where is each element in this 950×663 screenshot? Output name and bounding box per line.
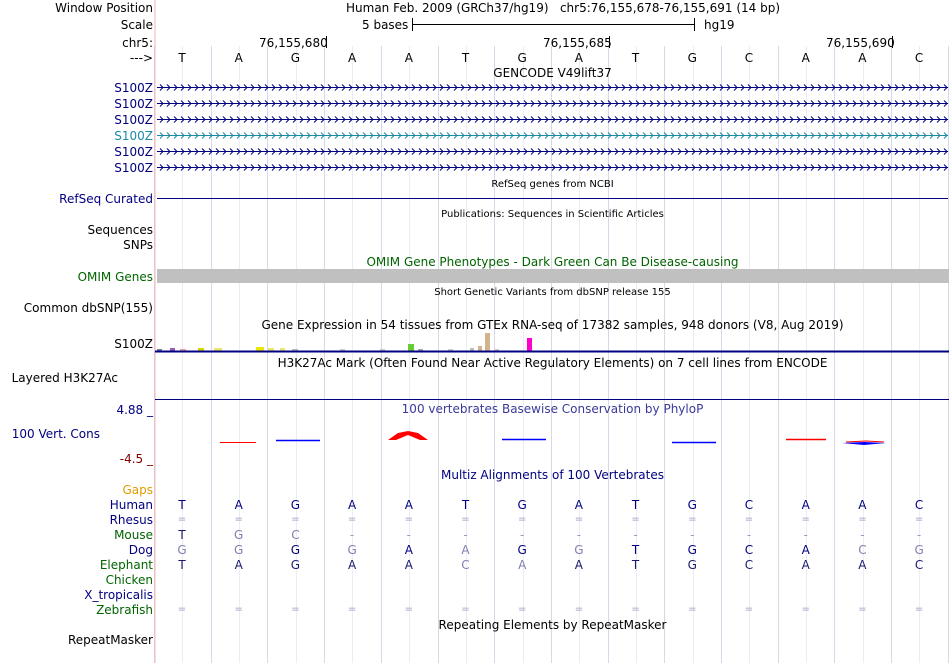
alignment-base: = (914, 514, 924, 525)
base-grid-lines (155, 46, 949, 663)
h3k27ac-label[interactable]: Layered H3K27Ac (11, 371, 118, 385)
species-label-elephant[interactable]: Elephant (99, 558, 153, 572)
alignment-base: = (801, 604, 810, 615)
alignment-base: T (461, 498, 470, 512)
alignment-base: G (517, 543, 527, 557)
alignment-base: = (291, 514, 300, 525)
base-4: A (347, 51, 357, 65)
gencode-gene-label-3[interactable]: S100Z (114, 113, 153, 127)
alignment-base: T (178, 558, 186, 572)
alignment-base: A (404, 558, 413, 572)
alignment-base: T (178, 528, 186, 542)
alignment-base: A (858, 558, 867, 572)
scale-label: Scale (120, 18, 153, 32)
alignment-base: G (914, 543, 924, 557)
assembly-title: Human Feb. 2009 (GRCh37/hg19) chr5:76,155,678-76,155,691 (14 bp) (346, 1, 781, 15)
alignment-base: A (801, 498, 810, 512)
alignment-base: - (803, 528, 808, 542)
dbsnp-label[interactable]: Common dbSNP(155) (23, 301, 153, 315)
alignment-base: G (290, 498, 301, 512)
alignment-base: A (404, 498, 413, 512)
base-2: A (234, 51, 243, 65)
base-3: G (290, 51, 301, 65)
base-6: T (461, 51, 470, 65)
species-label-dog[interactable]: Dog (128, 543, 153, 557)
base-11: C (744, 51, 754, 65)
alignment-base: C (291, 528, 300, 542)
refseq-label[interactable]: RefSeq Curated (59, 192, 153, 206)
base-13: A (858, 51, 867, 65)
h3k27ac-title[interactable]: H3K27Ac Mark (Often Found Near Active Regulatory Elements) on 7 cell lines from ENCODE (277, 356, 828, 370)
species-label-rhesus[interactable]: Rhesus (109, 513, 153, 527)
alignment-base: - (520, 528, 525, 542)
alignment-base: - (406, 528, 411, 542)
alignment-base: T (631, 558, 640, 572)
alignment-base: T (631, 498, 640, 512)
window-position-label: Window Position (55, 1, 153, 15)
alignment-base: = (517, 514, 527, 525)
alignment-base: G (687, 558, 697, 572)
alignment-base: G (517, 498, 527, 512)
alignment-base: - (633, 528, 638, 542)
alignment-base: C (461, 558, 470, 572)
alignment-base: - (860, 528, 865, 542)
omim-label[interactable]: OMIM Genes (77, 270, 153, 284)
alignment-base: G (177, 543, 187, 557)
alignment-base: = (291, 604, 300, 615)
alignment-base: T (631, 543, 640, 557)
gencode-transcripts[interactable] (157, 85, 948, 171)
gtex-label[interactable]: S100Z (114, 337, 153, 351)
alignment-base: = (858, 604, 867, 615)
gtex-title[interactable]: Gene Expression in 54 tissues from GTEx RNA-seq of 17382 samples, 948 donors (V8, Aug 2019) (261, 318, 844, 332)
gencode-transcript-6[interactable] (157, 165, 948, 171)
publications-title[interactable]: Publications: Sequences in Scientific Articles (441, 209, 664, 220)
alignment-base: = (801, 514, 810, 525)
alignment-base: = (347, 604, 357, 615)
gencode-transcript-1[interactable] (157, 85, 948, 91)
alignment-base: A (858, 498, 867, 512)
alignment-base: = (574, 604, 584, 615)
alignment-base: G (234, 543, 244, 557)
base-7: G (517, 51, 527, 65)
alignment-base: G (687, 498, 697, 512)
base-5: A (404, 51, 413, 65)
repeatmasker-title[interactable]: Repeating Elements by RepeatMasker (438, 618, 667, 632)
coord-1: 76,155,680 (259, 36, 328, 50)
chrom-label: chr5: (122, 36, 153, 50)
alignment-base: G (234, 528, 244, 542)
species-label-chicken[interactable]: Chicken (105, 573, 153, 587)
gencode-gene-label-1[interactable]: S100Z (114, 81, 153, 95)
phylop-title[interactable]: 100 vertebrates Basewise Conservation by PhyloP (401, 402, 704, 416)
alignment-base: G (574, 543, 584, 557)
alignment-base: A (801, 543, 810, 557)
alignment-base: G (290, 543, 301, 557)
alignment-base: A (234, 498, 243, 512)
gencode-transcript-3[interactable] (157, 117, 948, 123)
alignment-base: A (801, 558, 810, 572)
alignment-base: A (347, 498, 357, 512)
alignment-base: = (234, 604, 243, 615)
alignment-base: C (744, 543, 754, 557)
alignment-base: = (688, 514, 697, 525)
phylop-min: -4.5 _ (119, 452, 153, 466)
alignment-base: = (347, 514, 357, 525)
gencode-gene-label-5[interactable]: S100Z (114, 145, 153, 159)
alignment-base: C (744, 558, 754, 572)
base-12: A (801, 51, 810, 65)
gaps-label[interactable]: Gaps (122, 483, 153, 497)
alignment-base: G (290, 558, 301, 572)
omim-title[interactable]: OMIM Gene Phenotypes - Dark Green Can Be Disease-causing (366, 255, 739, 269)
alignment-base: = (461, 604, 470, 615)
gencode-gene-label-6[interactable]: S100Z (114, 161, 153, 175)
gencode-title[interactable]: GENCODE V49lift37 (493, 66, 612, 80)
alignment-base: = (744, 604, 754, 615)
alignment-base: = (631, 514, 640, 525)
coord-3: 76,155,690 (826, 36, 895, 50)
alignment-base: C (744, 498, 754, 512)
alignment-base: = (177, 514, 187, 525)
gencode-transcript-5[interactable] (157, 149, 948, 155)
alignment-base: = (858, 514, 867, 525)
alignment-base: C (914, 498, 924, 512)
species-label-zebrafish[interactable]: Zebrafish (96, 603, 153, 617)
species-label-human[interactable]: Human (109, 498, 153, 512)
alignment-base: G (347, 543, 357, 557)
gencode-gene-label-2[interactable]: S100Z (114, 97, 153, 111)
base-8: A (574, 51, 583, 65)
dbsnp-title[interactable]: Short Genetic Variants from dbSNP release 155 (434, 287, 671, 298)
alignment-base: - (690, 528, 695, 542)
species-label-xtropicalis[interactable]: X_tropicalis (84, 588, 153, 602)
alignment-base: - (576, 528, 582, 542)
gencode-transcript-4[interactable] (157, 133, 948, 139)
base-14: C (914, 51, 924, 65)
phylop-max: 4.88 _ (116, 403, 153, 417)
scale-text: 5 bases (362, 18, 409, 32)
alignment-base: = (914, 604, 924, 615)
alignment-base: G (687, 543, 697, 557)
repeatmasker-label[interactable]: RepeatMasker (67, 633, 153, 647)
alignment-base: A (574, 558, 583, 572)
alignment-base: A (234, 558, 243, 572)
alignment-base: - (746, 528, 752, 542)
alignment-base: A (574, 498, 583, 512)
alignment-base: = (688, 604, 697, 615)
multiz-title[interactable]: Multiz Alignments of 100 Vertebrates (440, 468, 665, 482)
alignment-base: = (631, 604, 640, 615)
alignment-base: = (574, 514, 584, 525)
alignment-base: = (744, 514, 754, 525)
gencode-gene-label-4[interactable]: S100Z (114, 129, 153, 143)
refseq-title[interactable]: RefSeq genes from NCBI (491, 179, 614, 190)
alignment-base: A (461, 543, 470, 557)
phylop-signal[interactable] (220, 431, 886, 445)
alignment-base: C (858, 543, 867, 557)
base-9: T (631, 51, 640, 65)
snps-label[interactable]: SNPs (123, 238, 153, 252)
alignment-base: - (463, 528, 468, 542)
base-1: T (178, 51, 186, 65)
coord-2: 76,155,685 (543, 36, 612, 50)
gencode-transcript-2[interactable] (157, 101, 948, 107)
alignment-base: = (234, 514, 243, 525)
alignment-base: A (518, 558, 527, 572)
omim-bar[interactable] (157, 269, 949, 283)
alignment-base: = (404, 604, 413, 615)
sequences-label[interactable]: Sequences (87, 223, 153, 237)
alignment-base: A (404, 543, 413, 557)
phylop-label[interactable]: 100 Vert. Cons (11, 427, 100, 441)
base-10: G (687, 51, 697, 65)
alignment-base: - (916, 528, 922, 542)
alignment-base: = (461, 514, 470, 525)
alignment-base: C (914, 558, 924, 572)
alignment-base: T (178, 498, 186, 512)
alignment-base: = (177, 604, 187, 615)
alignment-base: A (347, 558, 357, 572)
alignment-base: - (349, 528, 355, 542)
scale-bar (412, 18, 695, 31)
strand-label[interactable]: ---> (129, 51, 153, 65)
alignment-base: = (404, 514, 413, 525)
species-label-mouse[interactable]: Mouse (114, 528, 153, 542)
alignment-base: = (517, 604, 527, 615)
scale-db: hg19 (704, 18, 735, 32)
